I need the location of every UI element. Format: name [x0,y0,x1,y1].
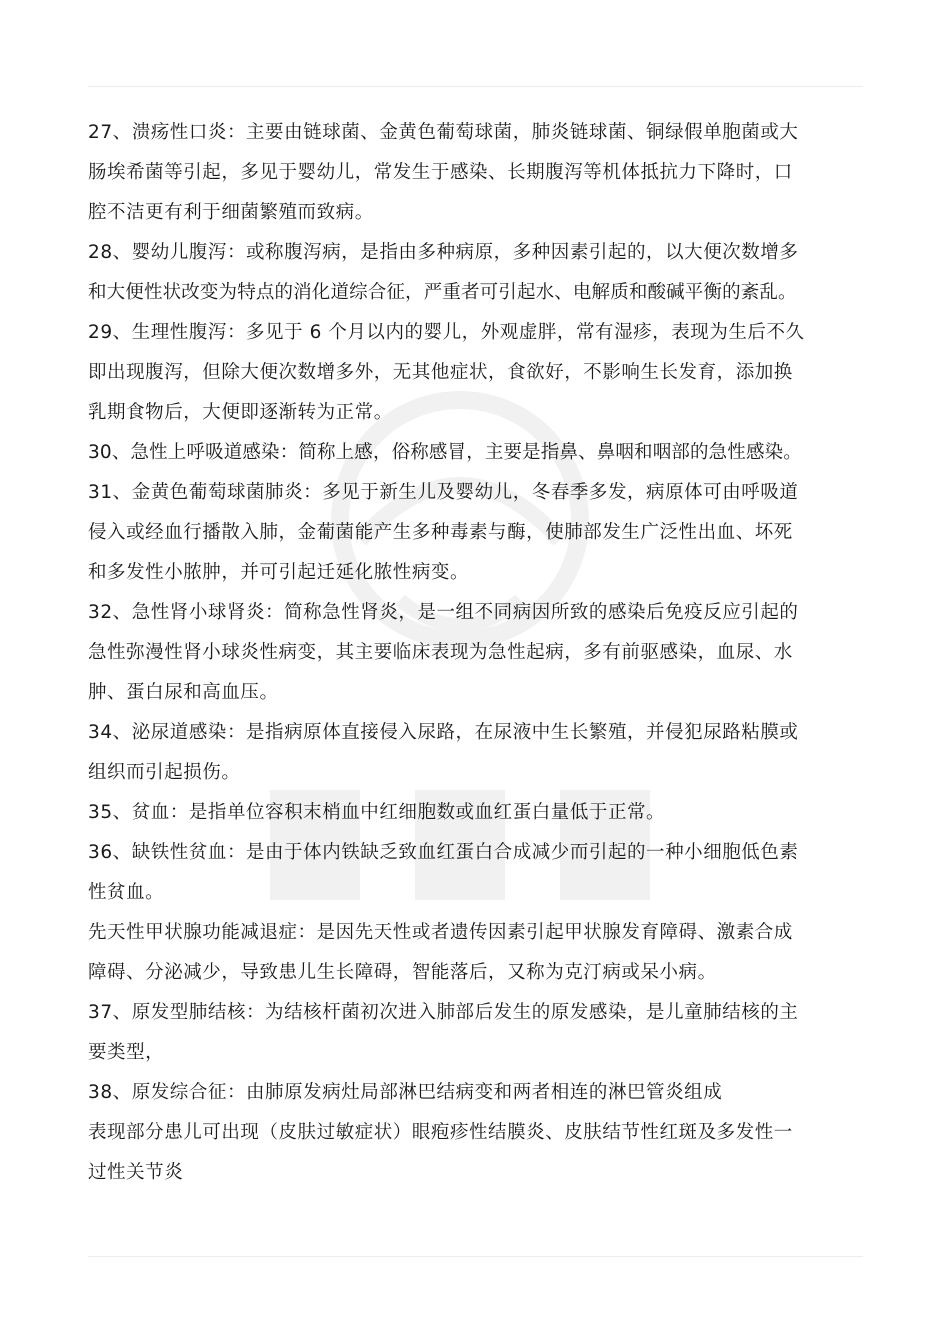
text-line: 37、原发型肺结核：为结核杆菌初次进入肺部后发生的原发感染，是儿童肺结核的主 [88,1002,799,1023]
text-line: 表现部分患儿可出现（皮肤过敏症状）眼疱疹性结膜炎、皮肤结节性红斑及多发性一 [88,1122,793,1143]
text-line: 28、婴幼儿腹泻：或称腹泻病，是指由多种病原，多种因素引起的，以大便次数增多 [88,242,799,263]
text-line: 29、生理性腹泻：多见于 6 个月以内的婴儿，外观虚胖，常有湿疹，表现为生后不久 [88,322,805,343]
text-line: 34、泌尿道感染：是指病原体直接侵入尿路，在尿液中生长繁殖，并侵犯尿路粘膜或 [88,722,799,743]
text-line: 即出现腹泻，但除大便次数增多外，无其他症状，食欲好，不影响生长发育，添加换 [88,362,793,383]
text-line: 组织而引起损伤。 [88,762,241,783]
text-line: 27、溃疡性口炎：主要由链球菌、金黄色葡萄球菌，肺炎链球菌、铜绿假单胞菌或大 [88,122,799,143]
text-line: 38、原发综合征：由肺原发病灶局部淋巴结病变和两者相连的淋巴管炎组成 [88,1082,723,1103]
text-line: 肠埃希菌等引起，多见于婴幼儿，常发生于感染、长期腹泻等机体抵抗力下降时，口 [88,162,793,183]
text-line: 急性弥漫性肾小球炎性病变，其主要临床表现为急性起病，多有前驱感染，血尿、水 [88,642,793,663]
text-line: 腔不洁更有利于细菌繁殖而致病。 [88,202,374,223]
text-line: 31、金黄色葡萄球菌肺炎：多见于新生儿及婴幼儿，冬春季多发，病原体可由呼吸道 [88,482,799,503]
bottom-rule [88,1256,863,1257]
text-line: 先天性甲状腺功能减退症：是因先天性或者遗传因素引起甲状腺发育障碍、激素合成 [88,922,793,943]
text-line: 和大便性状改变为特点的消化道综合征，严重者可引起水、电解质和酸碱平衡的紊乱。 [88,282,797,303]
text-line: 乳期食物后，大便即逐渐转为正常。 [88,402,393,423]
text-line: 要类型， [88,1042,165,1063]
document-body [88,113,878,1193]
text-line: 30、急性上呼吸道感染：简称上感，俗称感冒，主要是指鼻、鼻咽和咽部的急性感染。 [88,442,802,463]
text-line: 肿、蛋白尿和高血压。 [88,682,279,703]
text-line: 过性关节炎 [88,1162,184,1183]
top-rule [88,86,863,87]
text-line: 侵入或经血行播散入肺，金葡菌能产生多种毒素与酶，使肺部发生广泛性出血、坏死 [88,522,793,543]
text-line: 性贫血。 [88,882,165,903]
text-line: 36、缺铁性贫血：是由于体内铁缺乏致血红蛋白合成减少而引起的一种小细胞低色素 [88,842,799,863]
text-line: 32、急性肾小球肾炎：简称急性肾炎，是一组不同病因所致的感染后免疫反应引起的 [88,602,799,623]
text-line: 35、贫血：是指单位容积末梢血中红细胞数或血红蛋白量低于正常。 [88,802,666,823]
text-line: 和多发性小脓肿，并可引起迁延化脓性病变。 [88,562,470,583]
text-line: 障碍、分泌减少，导致患儿生长障碍，智能落后，又称为克汀病或呆小病。 [88,962,717,983]
